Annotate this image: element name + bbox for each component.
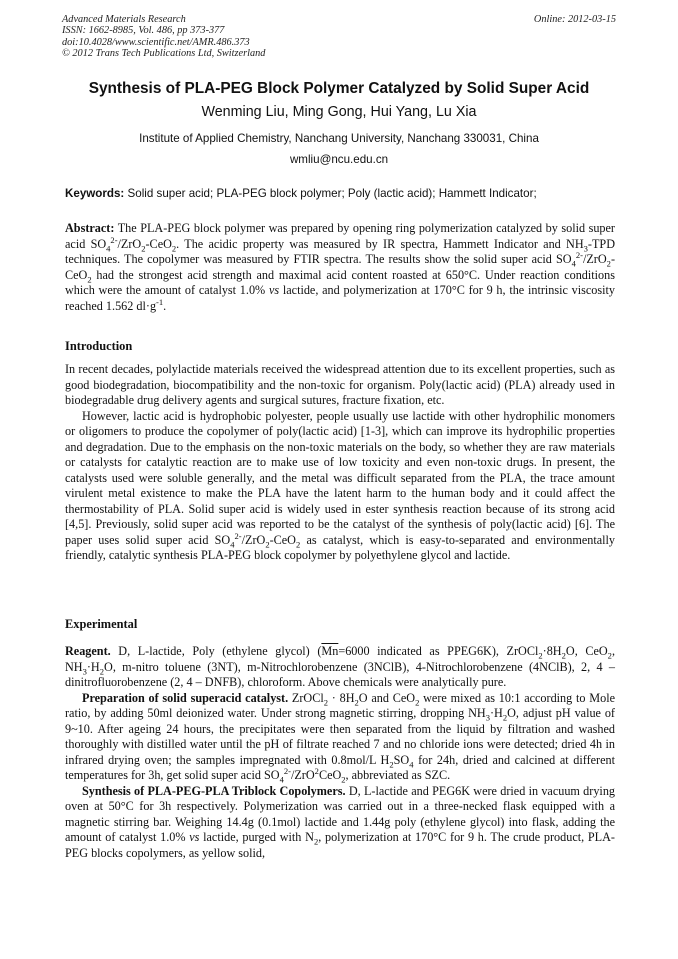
journal-header [62,14,616,60]
preparation-paragraph: Preparation of solid superacid catalyst. ZrOCl$_2$ · $8H_2O$ and CeO$_2$ were mixed as 10:1 according to Mole ratio, by adding 50ml deionized water. Under strong magnetic stirring, dropping $NH_3\cdot H_2O$, adjust pH value of 9~10. After ageing 24 hours, the precipitates were then separated from the liquid by filtration and washed thoroughly with distilled water until the pH of filtrate reached 7 and no chloride ions were detected; dried 4h in infrared drying oven; the samples impregnated with 0.8mol/L $H_2SO_4$ for 24h, dried and calcined at different temperatures for 3h, get solid super acid $SO_4^{2-}/ZrO^2CeO_2$, abbreviated as SZC. [65,690,615,785]
journal-name: Advanced Materials Research [62,14,186,25]
issn-line: ISSN: 1662-8985, Vol. 486, pp 373-377 [62,25,225,37]
online-date: Online: 2012-03-15 [533,14,616,25]
intro-paragraph-2: However, lactic acid is hydrophobic polyester, people usually use lactide with other hydrophilic monomers or oligomers to produce the copolymer of poly(lactic acid) [1-3], which can improve its hydrophilic properties and degradation. Due to the emphasis on the non-toxic materials on the body, so whether they are raw materials or catalysts for catalytic reaction are to make use of low toxicity and even non-toxic drugs. In present, the catalysts used were soluble generally, and the metal was difficult separated from the PLA, the trace amount virulent metal existence to make the PLA have the latent harm to the human body and it could affect the thermostability of PLA. Solid super acid is widely used in ester synthesis reaction because of its strong acid [4,5]. Previously, solid super acid was reported to be the catalyst of the synthesis of poly(lactic acid) [6]. The paper uses solid super acid $SO_4^{2-}/ZrO_2-CeO_2$ as catalyst, which is easy-to-separated and environmentally friendly, catalytic synthesis PLA-PEG block copolymer by polyethylene glycol and lactide. [65,408,615,562]
experimental-body [65,644,615,861]
copyright-line: © 2012 Trans Tech Publications Ltd, Switzerland [62,48,266,60]
journal-name-row [62,14,616,25]
abstract: Abstract: The PLA-PEG block polymer was prepared by opening ring polymerization catalyzed by solid super acid $SO_4^{2-}/ZrO_2-CeO_2$. The acidic property was measured by IR spectra, Hammett Indicator and $NH_3$-TPD techniques. The copolymer was measured by FTIR spectra. The results show the solid super acid $SO_4^{2-}/ZrO_2-CeO_2$ had the strongest acid strength and maximal acid content roasted at 650°C. Under reaction conditions which were the amount of catalyst 1.0% vs lactide, and polymerization at 170°C for 9 h, the intrinsic viscosity reached 1.562 $dl\cdot g^{-1}$. [65,221,615,313]
keywords [65,187,625,200]
paper-title: Synthesis of PLA-PEG Block Polymer Catalyzed by Solid Super Acid [88,80,590,97]
abstract-label: Abstract: [65,221,115,235]
keywords-text: Solid super acid; PLA-PEG block polymer; Poly (lactic acid); Hammett Indicator; [127,187,537,200]
keywords-label: Keywords: [65,187,125,200]
synthesis-paragraph: Synthesis of PLA-PEG-PLA Triblock Copolymers. D, L-lactide and PEG6K were dried in vacuum drying oven at 50°C for 3h respectively. Polymerization was carried out in a three-necked flask equipped with a magnetic stirring bar. Weighing 14.4g (0.1mol) lactide and 1.44g poly (ethylene glycol) into flask, adding the amount of catalyst 1.0% vs lactide, purged with $N_2$, polymerization at 170°C for 9 h. The crude product, PLA-PEG blocks copolymers, as yellow solid, [65,783,616,860]
introduction-body [65,362,615,564]
affiliation: Institute of Applied Chemistry, Nanchang University, Nanchang 330031, China [139,132,539,145]
email-link[interactable]: wmliu@ncu.edu.cn [289,153,389,166]
experimental-heading: Experimental [65,617,138,631]
introduction-heading: Introduction [65,339,133,353]
author-list: Wenming Liu, Ming Gong, Hui Yang, Lu Xia [201,104,477,120]
intro-paragraph-1: In recent decades, polylactide materials received the widespread attention due to its excellent properties, such as good biodegradation, biocompatibility and the non-toxic for organism. Poly(lactic acid) (PLA) already used in biodegradable drug delivery agents and surgical sutures, fracture fixation, etc. [65,362,615,407]
reagent-paragraph: Reagent. D, L-lactide, Poly (ethylene glycol) ($\overline{Mn}=6000$ indicated as PPEG6K), $ZrOCl_2\cdot 8H_2O$, CeO$_2$, $NH_3\cdot H_2O$, m-nitro toluene (3NT), m-Nitrochlorobenzene (3NClB), 4-Nitrochlorobenzene (4NClB), 2, 4 – dinitrofluorobenzene (2, 4 – DNFB), chloroform. Above chemicals were analytically pure. [65,644,615,689]
doi-line: doi:10.4028/www.scientific.net/AMR.486.373 [62,36,250,48]
